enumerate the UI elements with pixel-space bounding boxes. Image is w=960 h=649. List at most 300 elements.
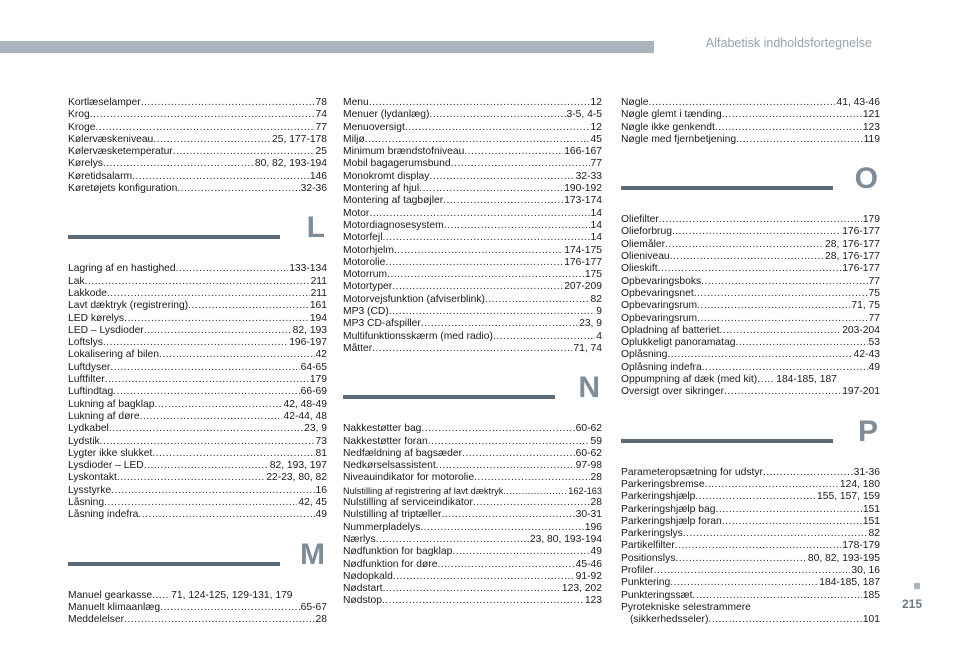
dot-leader (735, 337, 867, 349)
entry-pages: 14 (590, 207, 602, 219)
heading-rule (68, 562, 280, 566)
index-entry (621, 134, 880, 146)
entry-pages: 12 (590, 121, 602, 133)
index-entry (343, 509, 602, 521)
entry-pages: 176-177 (842, 263, 880, 275)
dot-leader (429, 109, 565, 121)
entry-term: Luftfilter (68, 374, 105, 386)
index-entry (621, 516, 880, 528)
entry-term: Kølervæsketemperatur (68, 146, 173, 158)
dot-leader (715, 504, 861, 516)
entry-term: Manuelt klimaanlæg (68, 601, 161, 613)
page-marker (914, 583, 920, 589)
dot-leader (648, 97, 835, 109)
dot-leader (389, 306, 596, 318)
index-entry (621, 362, 880, 374)
entry-pages: 82, 193, 197 (269, 460, 327, 472)
dot-leader (420, 522, 584, 534)
index-entry (343, 331, 602, 343)
dot-leader (382, 583, 560, 595)
dot-leader (667, 349, 852, 361)
entry-term: Profiler (621, 565, 654, 577)
index-entry (621, 504, 880, 516)
index-entry (621, 528, 880, 540)
entry-pages: 207-209 (564, 281, 602, 293)
entry-term: Lukning af døre (68, 410, 140, 422)
index-entry (68, 448, 327, 460)
index-entry (343, 583, 602, 595)
index-block (68, 590, 327, 627)
dot-leader (443, 195, 563, 207)
dot-leader (173, 146, 315, 158)
entry-term: Lydstik (68, 435, 100, 447)
dot-leader (141, 97, 315, 109)
entry-pages: 179 (862, 214, 880, 226)
dot-leader (393, 571, 575, 583)
index-entry (343, 232, 602, 244)
index-entry (68, 497, 327, 509)
dot-leader (392, 281, 563, 293)
entry-pages: 41, 43-46 (836, 97, 880, 108)
dot-leader (724, 386, 841, 398)
dot-leader (104, 497, 297, 509)
index-entry (621, 313, 880, 325)
entry-term: Nulstilling af serviceindikator (343, 497, 473, 509)
index-block (621, 97, 880, 146)
dot-leader (109, 423, 303, 435)
dot-leader (702, 362, 868, 374)
entry-term: Oplukkeligt panoramatag (621, 337, 736, 349)
entry-term: Opladning af batteriet (621, 324, 720, 336)
index-entry (621, 602, 880, 614)
entry-pages: 66-69 (300, 386, 327, 398)
entry-term: Parkeringshjælp (621, 491, 696, 503)
index-entry (343, 472, 602, 484)
index-entry (68, 472, 327, 484)
letter-heading (343, 371, 602, 409)
entry-pages: 146 (309, 170, 327, 182)
entry-term: Luftdyser (68, 361, 111, 373)
entry-term: Olieforbrug (621, 226, 672, 238)
dot-leader (701, 276, 867, 288)
entry-term: Luftindtag (68, 386, 114, 398)
entry-pages: 28 (590, 497, 602, 509)
index-entry (343, 485, 602, 497)
dot-leader (421, 318, 578, 330)
dot-leader (451, 158, 590, 170)
dot-leader (385, 257, 563, 269)
entry-pages: 42 (315, 349, 327, 361)
index-entry (68, 411, 327, 423)
index-entry (68, 263, 327, 275)
dot-leader (665, 239, 824, 251)
index-entry (343, 448, 602, 460)
entry-pages: 123, 202 (561, 583, 602, 595)
dot-leader (387, 269, 584, 281)
dot-leader (382, 595, 584, 607)
dot-leader (152, 448, 314, 460)
entry-pages: 176-177 (842, 226, 880, 238)
dot-leader (683, 528, 868, 540)
entry-pages: 49 (315, 509, 327, 521)
entry-term: Manuel gearkasse (68, 589, 153, 601)
entry-pages: 151 (862, 515, 880, 527)
heading-letter: P (857, 414, 878, 448)
index-entry (621, 479, 880, 491)
dot-leader (474, 472, 589, 484)
dot-leader (394, 245, 563, 257)
entry-term: Lavt dæktryk (registrering) (68, 300, 189, 312)
heading-rule (621, 439, 833, 443)
index-entry (68, 423, 327, 435)
index-entry (68, 97, 327, 109)
entry-term: MP3 (CD) (343, 306, 389, 318)
index-entry (68, 313, 327, 325)
index-entry (343, 595, 602, 607)
entry-pages: 28, 176-177 (825, 238, 880, 250)
entry-pages: 53 (868, 337, 880, 349)
index-column-2 (343, 97, 602, 608)
entry-term: Menuer (lydanlæg) (343, 109, 430, 121)
entry-term: Punkteringssæt (621, 589, 693, 601)
entry-term: Nedkørselsassistent (343, 460, 436, 472)
letter-heading (621, 162, 880, 200)
entry-term: Oplåsning indefra (621, 361, 702, 373)
entry-pages: 45-46 (575, 558, 602, 570)
entry-pages: 14 (590, 232, 602, 244)
dot-leader (705, 479, 839, 491)
entry-term: Parameteropsætning for udstyr (621, 466, 763, 478)
entry-term: Nødstop (343, 595, 382, 607)
dot-leader (670, 251, 824, 263)
entry-term: Nøgle glemt i tænding (621, 109, 722, 121)
entry-term: Lak (68, 275, 85, 287)
entry-pages: 196 (584, 521, 602, 533)
entry-term: Motorolie (343, 256, 386, 268)
entry-pages: 81 (315, 447, 327, 459)
entry-term: Meddelelser (68, 614, 125, 626)
entry-term: Parkeringshjælp bag (621, 503, 716, 515)
entry-term: Nulstilling af registrering af lavt dæktryk (343, 485, 504, 496)
entry-pages: 75 (868, 287, 880, 299)
entry-term: Montering af tagbøjler (343, 195, 444, 207)
dot-leader (140, 411, 283, 423)
entry-pages: 80, 82, 193-194 (254, 158, 327, 170)
index-entry (621, 214, 880, 226)
dot-leader (473, 497, 590, 509)
entry-pages: 16 (315, 484, 327, 496)
entry-term: Menu (343, 97, 369, 108)
entry-pages: 82 (590, 293, 602, 305)
index-entry (343, 158, 602, 170)
index-entry (621, 337, 880, 349)
index-entry (343, 436, 602, 448)
entry-term: Parkeringslys (621, 528, 683, 540)
index-entry (343, 294, 602, 306)
entry-term: Nødopkald (343, 570, 393, 582)
dot-leader (159, 349, 315, 361)
dot-leader (177, 183, 299, 195)
index-entry (68, 171, 327, 183)
index-entry (343, 183, 602, 195)
entry-term: Parkeringsbremse (621, 478, 705, 490)
dot-leader (485, 294, 590, 306)
entry-term: Låsning indefra (68, 509, 139, 521)
dot-leader (654, 565, 851, 577)
index-entry (621, 349, 880, 361)
entry-term: Opbevaringsnet (621, 287, 694, 299)
entry-pages: 49 (590, 546, 602, 558)
entry-term: (sikkerhedsseler) (630, 614, 709, 626)
entry-term: Monokromt display (343, 170, 430, 182)
index-entry (343, 269, 602, 281)
dot-leader (95, 122, 314, 134)
entry-term: Multifunktionsskærm (med radio) (343, 330, 493, 342)
index-entry (68, 602, 327, 614)
entry-term: Motor (343, 207, 370, 219)
index-entry (68, 485, 327, 497)
entry-pages: 42-43 (853, 349, 880, 361)
index-entry (68, 122, 327, 134)
index-entry (343, 146, 602, 158)
index-entry (343, 171, 602, 183)
index-entry (621, 577, 880, 589)
entry-term: Lygter ikke slukket (68, 447, 153, 459)
index-entry (621, 300, 880, 312)
dot-leader (452, 546, 589, 558)
entry-pages: 97-98 (575, 460, 602, 472)
dot-leader (152, 590, 170, 602)
index-block (621, 214, 880, 398)
index-entry (343, 343, 602, 355)
index-entry (68, 134, 327, 146)
entry-term: Loftslys (68, 337, 103, 349)
entry-pages: 28, 176-177 (825, 251, 880, 263)
index-entry (343, 257, 602, 269)
entry-term: Punktering (621, 577, 671, 589)
entry-pages: 71, 74 (573, 342, 602, 354)
entry-pages: 77 (315, 121, 327, 133)
entry-pages: 174-175 (564, 244, 602, 256)
section-title: Alfabetisk indholdsfortegnelse (705, 36, 872, 50)
dot-leader (437, 559, 574, 571)
index-entry (343, 245, 602, 257)
entry-pages: 82, 193 (292, 324, 327, 336)
dot-leader (436, 460, 575, 472)
index-block (343, 423, 602, 607)
dot-leader (421, 423, 574, 435)
entry-pages: 49 (868, 361, 880, 373)
entry-term: Kørelys (68, 158, 103, 170)
entry-pages: 74 (315, 109, 327, 121)
index-block (621, 467, 880, 627)
index-entry (343, 423, 602, 435)
index-entry (621, 239, 880, 251)
dot-leader (444, 220, 590, 232)
dot-leader (369, 97, 590, 109)
entry-pages: 82 (868, 528, 880, 540)
entry-term: LED – Lysdioder (68, 324, 144, 336)
index-entry (621, 553, 880, 565)
entry-pages: 190-192 (564, 183, 602, 195)
index-entry (621, 109, 880, 121)
index-entry (68, 337, 327, 349)
entry-pages: 77 (590, 158, 602, 170)
dot-leader (429, 171, 574, 183)
index-entry (68, 300, 327, 312)
entry-term: Lokalisering af bilen (68, 349, 160, 361)
dot-leader (419, 183, 563, 195)
dot-leader (694, 288, 868, 300)
dot-leader (90, 109, 315, 121)
entry-term: Pyrotekniske selestrammere (621, 601, 751, 613)
entry-pages: 197-201 (842, 386, 880, 398)
dot-leader (117, 472, 265, 484)
entry-pages: 173-174 (564, 195, 602, 207)
page-number: 215 (901, 597, 922, 611)
index-entry (68, 386, 327, 398)
index-entry (68, 399, 327, 411)
entry-term: Låsning (68, 497, 105, 509)
dot-leader (441, 509, 574, 521)
entry-term: Kortlæselamper (68, 97, 141, 108)
index-entry (68, 509, 327, 521)
entry-term: Motorrum (343, 269, 388, 281)
entry-term: Parkeringshjælp foran (621, 515, 722, 527)
entry-term: Nøgle ikke genkendt (621, 121, 715, 133)
index-entry (621, 226, 880, 238)
dot-leader (658, 263, 842, 275)
index-entry (68, 460, 327, 472)
index-entry (621, 491, 880, 503)
entry-term: Lysdioder – LED (68, 460, 144, 472)
dot-leader (153, 134, 271, 146)
entry-pages: 121 (862, 109, 880, 121)
index-entry (343, 497, 602, 509)
dot-leader (160, 602, 300, 614)
entry-pages: 60-62 (575, 447, 602, 459)
entry-term: Lakkode (68, 287, 107, 299)
dot-leader (176, 263, 289, 275)
index-entry (621, 251, 880, 263)
entry-term: Opbevaringsboks (621, 275, 702, 287)
heading-rule (343, 395, 555, 399)
entry-pages: 25, 177-178 (272, 133, 327, 145)
entry-pages: 196-197 (289, 337, 327, 349)
entry-pages: 32-36 (300, 183, 327, 195)
entry-term: Minimum brændstofniveau (343, 146, 465, 158)
index-entry (343, 281, 602, 293)
index-entry (621, 374, 880, 386)
entry-term: Lyskontakt (68, 472, 117, 484)
index-entry (343, 195, 602, 207)
dot-leader (503, 485, 567, 497)
entry-pages: 80, 82, 193-195 (807, 552, 880, 564)
entry-pages: 161 (309, 300, 327, 312)
entry-pages: 78 (315, 97, 327, 108)
entry-pages: 23, 9 (579, 318, 602, 330)
entry-pages: 9 (596, 306, 602, 318)
entry-term: Oliefilter (621, 214, 659, 226)
entry-pages: 22-23, 80, 82 (266, 472, 327, 484)
entry-pages: 30-31 (575, 509, 602, 521)
dot-leader (493, 331, 595, 343)
index-entry (343, 534, 602, 546)
index-entry (343, 97, 602, 109)
entry-pages: 42, 45 (298, 497, 327, 509)
entry-term: Olieskift (621, 263, 658, 275)
entry-term: Køretøjets konfiguration (68, 183, 178, 195)
entry-term: Oplåsning (621, 349, 668, 361)
dot-leader (719, 325, 841, 337)
index-entry (68, 109, 327, 121)
entry-pages: 23, 80, 193-194 (529, 533, 602, 545)
dot-leader (697, 313, 867, 325)
dot-leader (695, 491, 816, 503)
index-entry (621, 565, 880, 577)
entry-pages: 14 (590, 219, 602, 231)
entry-term: Motortyper (343, 281, 393, 293)
dot-leader (672, 226, 841, 238)
entry-term: Nøgle (621, 97, 649, 108)
entry-pages: 73 (315, 435, 327, 447)
dot-leader (124, 614, 314, 626)
entry-pages: 42, 48-49 (283, 398, 327, 410)
entry-pages: 91-92 (575, 570, 602, 582)
letter-heading (621, 415, 880, 453)
entry-term: Lukning af bagklap (68, 398, 155, 410)
dot-leader (464, 146, 563, 158)
entry-term: Nødfunktion for bagklap (343, 546, 453, 558)
dot-leader (103, 158, 254, 170)
entry-term: Nødfunktion for døre (343, 558, 438, 570)
index-entry (621, 386, 880, 398)
entry-term: Miljø (343, 133, 365, 145)
heading-rule (68, 235, 280, 239)
dot-leader (110, 362, 299, 374)
index-entry (68, 183, 327, 195)
entry-term: Motorfejl (343, 232, 383, 244)
entry-term: Lydkabel (68, 423, 109, 435)
entry-term: Lagring af en hastighed (68, 263, 176, 275)
index-entry (68, 436, 327, 448)
dot-leader (144, 325, 292, 337)
entry-term: Nakkestøtter foran (343, 435, 428, 447)
index-entry (343, 134, 602, 146)
entry-pages: 123 (862, 121, 880, 133)
header-bar (0, 41, 654, 53)
index-entry (343, 571, 602, 583)
entry-pages: 179 (309, 374, 327, 386)
index-column-1 (68, 97, 327, 627)
entry-pages: 133-134 (289, 263, 327, 275)
entry-pages: 71, 124-125, 129-131, 179 (171, 589, 293, 601)
index-block (343, 97, 602, 355)
dot-leader (124, 313, 309, 325)
entry-term: Krog (68, 109, 90, 121)
dot-leader (715, 122, 862, 134)
dot-leader (372, 343, 572, 355)
entry-pages: 185 (862, 589, 880, 601)
entry-term: Oliemåler (621, 238, 666, 250)
entry-term: Motorvejsfunktion (afviserblink) (343, 293, 485, 305)
heading-rule (621, 186, 833, 190)
dot-leader (722, 516, 862, 528)
entry-pages: 25 (315, 146, 327, 158)
dot-leader (405, 122, 590, 134)
letter-heading (68, 211, 327, 249)
index-entry (343, 208, 602, 220)
